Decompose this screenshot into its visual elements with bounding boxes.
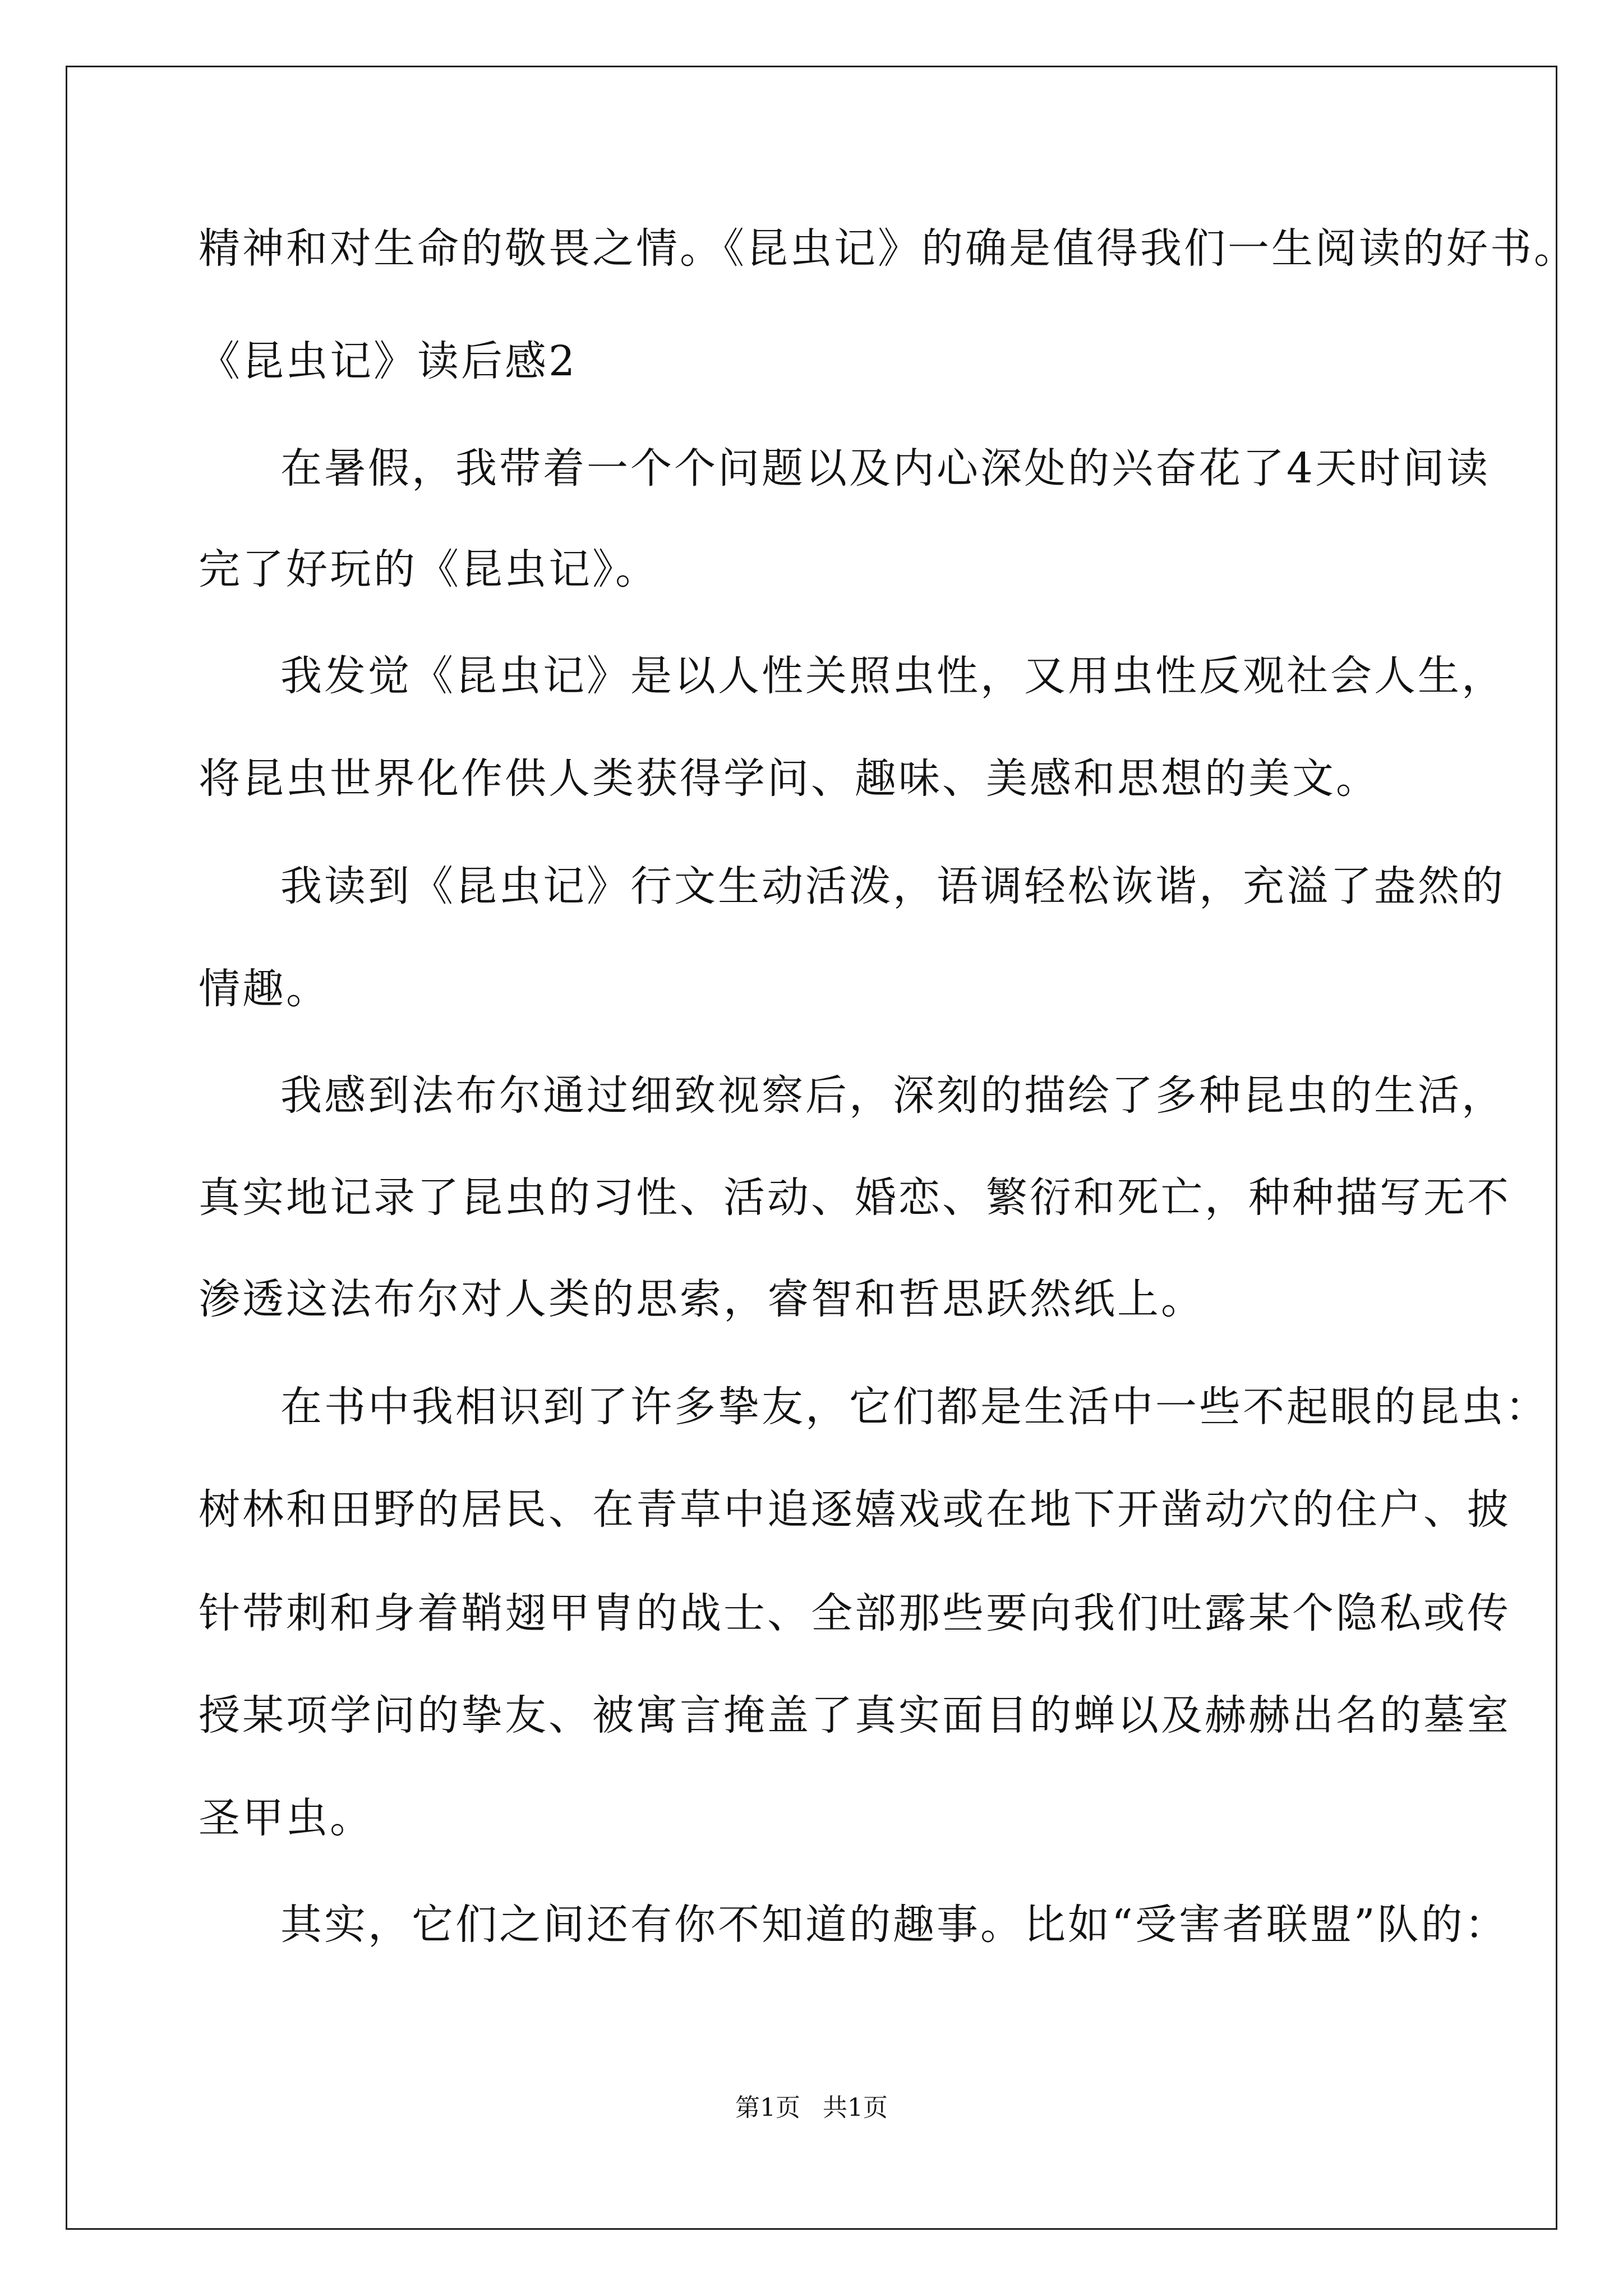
- page-footer: [0, 2091, 1623, 2125]
- text-line: 其实，它们之间还有你不知道的趣事。比如“受害者联盟”队的：: [280, 1901, 1509, 1949]
- text-line: 在书中我相识到了许多挚友，它们都是生活中一些不起眼的昆虫：: [280, 1383, 1549, 1431]
- text-line: 在暑假，我带着一个个问题以及内心深处的兴奋花了4天时间读: [280, 444, 1491, 493]
- text-line: 精神和对生命的敬畏之情。《昆虫记》的确是值得我们一生阅读的好书。: [199, 224, 1578, 273]
- page-number-current: 第1页: [735, 2093, 800, 2122]
- text-line: 情趣。: [199, 965, 330, 1013]
- text-line: 我发觉《昆虫记》是以人性关照虫性，又用虫性反观社会人生，: [280, 652, 1505, 700]
- text-line: 渗透这法布尔对人类的思索，睿智和哲思跃然纸上。: [199, 1275, 1205, 1323]
- text-line: 圣甲虫。: [199, 1794, 374, 1842]
- text-line: 授某项学问的挚友、被寓言掩盖了真实面目的蝉以及赫赫出名的墓室: [199, 1691, 1511, 1740]
- text-line: 我读到《昆虫记》行文生动活泼，语调轻松诙谐，充溢了盎然的: [280, 862, 1505, 910]
- text-line: 针带刺和身着鞘翅甲胄的战士、全部那些要向我们吐露某个隐私或传: [199, 1589, 1511, 1637]
- page-number-total: 共1页: [823, 2093, 888, 2122]
- text-line: 树林和田野的居民、在青草中追逐嬉戏或在地下开凿动穴的住户、披: [199, 1485, 1511, 1534]
- text-line: 将昆虫世界化作供人类获得学问、趣味、美感和思想的美文。: [199, 754, 1380, 803]
- essay-heading: 《昆虫记》读后感2: [199, 337, 578, 385]
- text-line: 真实地记录了昆虫的习性、活动、婚恋、繁衍和死亡，种种描写无不: [199, 1174, 1511, 1222]
- text-line: 我感到法布尔通过细致视察后，深刻的描绘了多种昆虫的生活，: [280, 1071, 1505, 1120]
- text-line: 完了好玩的《昆虫记》。: [199, 545, 659, 593]
